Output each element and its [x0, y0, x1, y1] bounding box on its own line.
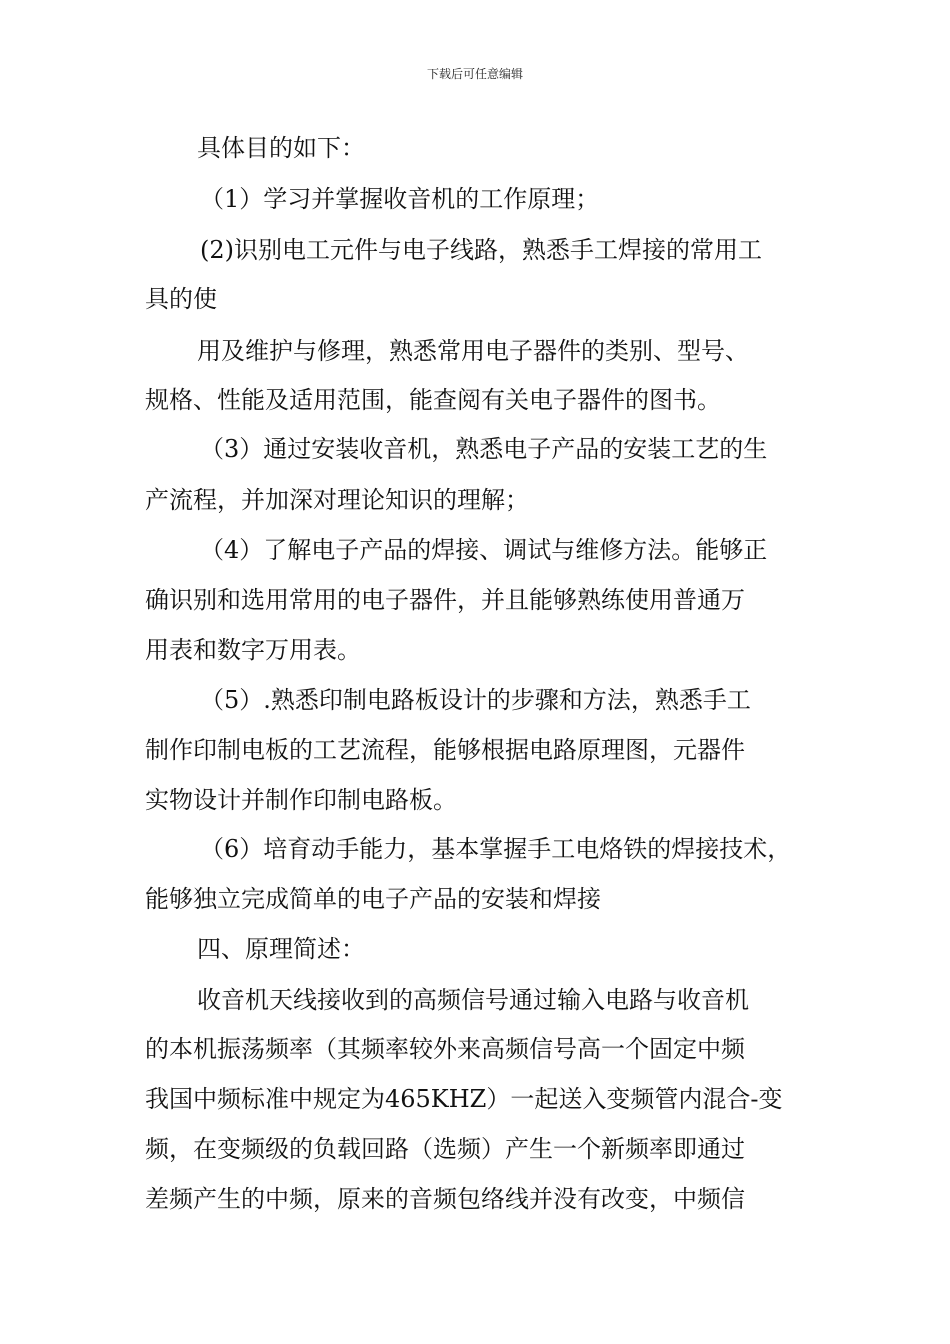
- text-line: （6）培育动手能力，基本掌握手工电烙铁的焊接技术，: [200, 835, 792, 863]
- text-line: (2)识别电工元件与电子线路，熟悉手工焊接的常用工: [200, 236, 762, 264]
- text-line: 频，在变频级的负载回路（选频）产生一个新频率即通过: [145, 1135, 745, 1163]
- text-line: （4）了解电子产品的焊接、调试与维修方法。能够正: [200, 536, 768, 564]
- text-line: 差频产生的中频，原来的音频包络线并没有改变，中频信: [145, 1185, 745, 1213]
- text-line: （3）通过安装收音机，熟悉电子产品的安装工艺的生: [200, 435, 768, 463]
- text-line: 收音机天线接收到的高频信号通过输入电路与收音机: [197, 986, 749, 1014]
- text-line: 的本机振荡频率（其频率较外来高频信号高一个固定中频: [145, 1035, 745, 1063]
- text-line: 规格、性能及适用范围，能查阅有关电子器件的图书。: [145, 386, 721, 414]
- text-line: 具体目的如下：: [197, 134, 365, 162]
- text-line: 我国中频标准中规定为465KHZ）一起送入变频管内混合-变: [145, 1085, 783, 1113]
- text-line: 能够独立完成简单的电子产品的安装和焊接: [145, 885, 601, 913]
- text-line: 实物设计并制作印制电路板。: [145, 786, 457, 814]
- text-line: 用表和数字万用表。: [145, 636, 361, 664]
- text-line: 产流程，并加深对理论知识的理解；: [145, 486, 529, 514]
- text-line: 确识别和选用常用的电子器件，并且能够熟练使用普通万: [145, 586, 745, 614]
- text-line: （5）.熟悉印制电路板设计的步骤和方法，熟悉手工: [200, 686, 751, 714]
- section-heading: 四、原理简述：: [197, 935, 365, 963]
- text-line: 制作印制电板的工艺流程，能够根据电路原理图，元器件: [145, 736, 745, 764]
- text-line: （1）学习并掌握收音机的工作原理；: [200, 185, 600, 213]
- text-line: 具的使: [145, 285, 217, 313]
- text-line: 用及维护与修理，熟悉常用电子器件的类别、型号、: [197, 337, 749, 365]
- page-header: 下载后可任意编辑: [426, 67, 523, 81]
